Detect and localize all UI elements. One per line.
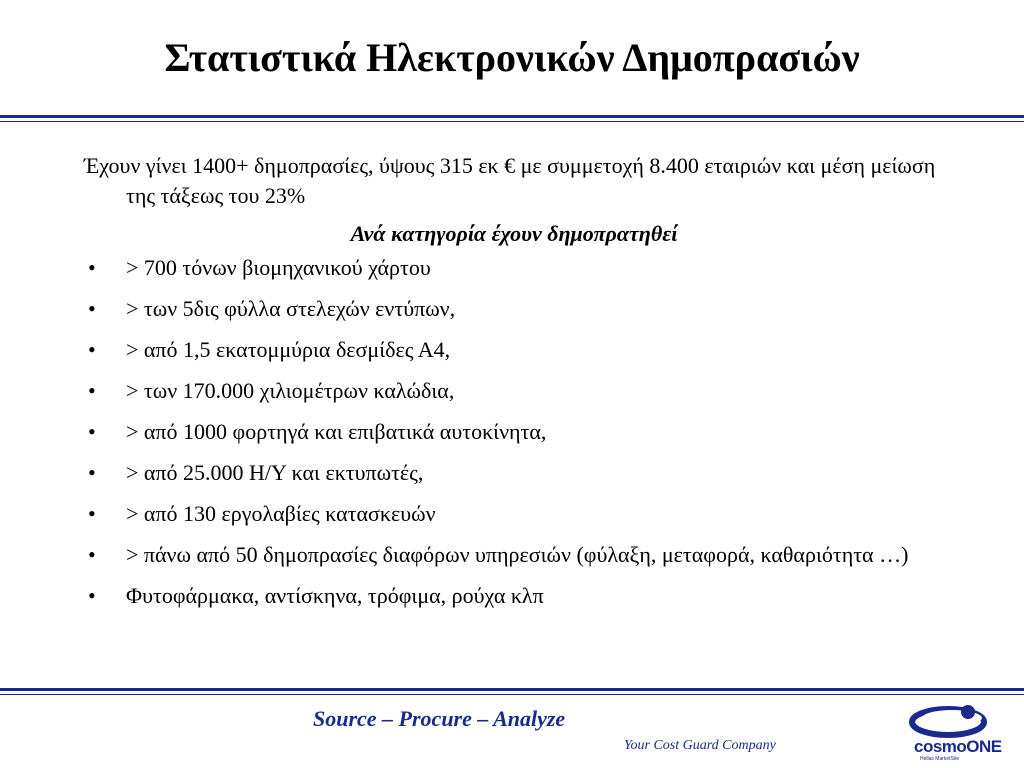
top-divider: [0, 115, 1024, 118]
bullet-icon: •: [88, 378, 96, 403]
category-subheading: Ανά κατηγορία έχουν δημοπρατηθεί: [350, 221, 678, 246]
list-item: [84, 581, 944, 611]
list-item: [84, 376, 944, 406]
bullet-icon: •: [88, 501, 96, 526]
list-item: [84, 294, 944, 324]
bullet-icon: •: [88, 419, 96, 444]
logo-name-one: ONE: [966, 737, 1002, 756]
list-item-text: > των 170.000 χιλιομέτρων καλώδια,: [126, 378, 455, 403]
list-item: [84, 499, 944, 529]
top-divider-thin: [0, 121, 1024, 122]
slide-body: [84, 151, 944, 622]
bullet-icon: •: [88, 337, 96, 362]
slide-title: Στατιστικά Ηλεκτρονικών Δημοπρασιών: [164, 35, 860, 80]
list-item: [84, 335, 944, 365]
list-item-text: > 700 τόνων βιομηχανικού χάρτου: [126, 255, 431, 280]
footer-slogan: Source – Procure – Analyze: [313, 706, 566, 731]
bullet-icon: •: [88, 583, 96, 608]
logo-swoosh-icon: [906, 700, 1016, 740]
list-item-text: > των 5δις φύλλα στελεχών εντύπων,: [126, 296, 456, 321]
footer-tagline: Your Cost Guard Company: [624, 738, 776, 753]
list-item-text: > από 1000 φορτηγά και επιβατικά αυτοκίνητα,: [126, 419, 547, 444]
list-item: [84, 417, 944, 447]
list-item-text: > από 25.000 Η/Υ και εκτυπωτές,: [126, 460, 424, 485]
logo-name-cosmo: cosmo: [914, 737, 967, 756]
list-item: [84, 458, 944, 488]
bullet-icon: •: [88, 255, 96, 280]
list-item-text: > πάνω από 50 δημοπρασίες διαφόρων υπηρεσιών (φύλαξη, μεταφορά, καθαριότητα …): [126, 542, 909, 567]
intro-paragraph: Έχουν γίνει 1400+ δημοπρασίες, ύψους 315 εκ € με συμμετοχή 8.400 εταιριών και μέση μείωση της τάξεως του 23%: [84, 153, 936, 208]
bullet-icon: •: [88, 542, 96, 567]
logo-subtext: Hellas MarketSite: [920, 756, 960, 762]
cosmoone-logo: [906, 700, 1016, 762]
bottom-divider: [0, 688, 1024, 691]
list-item: [84, 540, 944, 570]
list-item: [84, 253, 944, 283]
bottom-divider-thin: [0, 694, 1024, 695]
list-item-text: > από 1,5 εκατομμύρια δεσμίδες Α4,: [126, 337, 451, 362]
category-list: [84, 253, 944, 611]
bullet-icon: •: [88, 296, 96, 321]
list-item-text: Φυτοφάρμακα, αντίσκηνα, τρόφιμα, ρούχα κλπ: [126, 583, 544, 608]
list-item-text: > από 130 εργολαβίες κατασκευών: [126, 501, 436, 526]
logo-wordmark: [914, 737, 1002, 757]
bullet-icon: •: [88, 460, 96, 485]
